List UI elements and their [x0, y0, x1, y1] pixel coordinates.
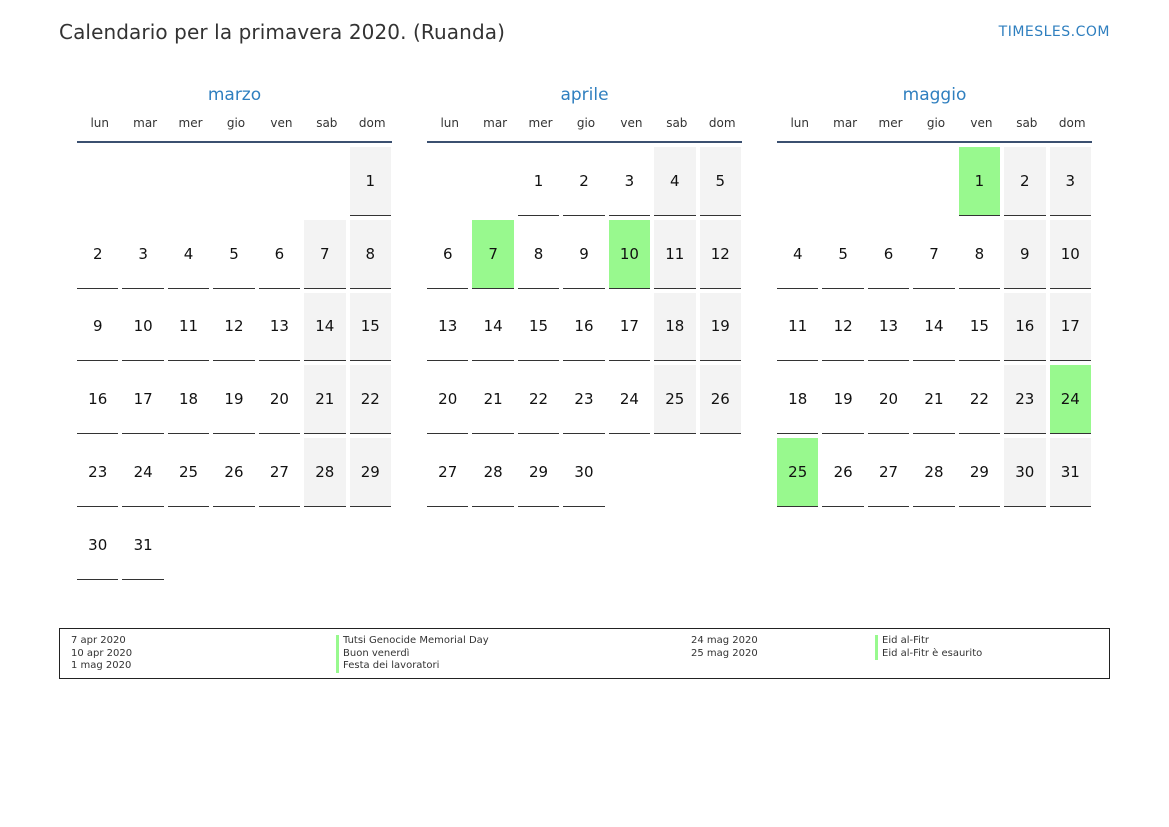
day-cell[interactable] — [168, 220, 213, 293]
weekday-label: dom — [708, 116, 736, 130]
day-number: 15 — [350, 293, 391, 362]
day-cell[interactable] — [213, 293, 258, 366]
site-link[interactable]: TIMESLES.COM — [998, 24, 1110, 40]
legend-names-left — [336, 635, 489, 673]
day-cell[interactable] — [609, 365, 654, 438]
empty-cell — [427, 147, 472, 220]
day-cell[interactable] — [959, 220, 1004, 293]
day-number: 7 — [472, 220, 513, 289]
month-april — [427, 83, 742, 511]
day-grid — [777, 147, 1092, 511]
day-number: 24 — [609, 365, 650, 434]
day-number: 4 — [777, 220, 818, 289]
day-number: 12 — [213, 293, 254, 362]
day-number: 14 — [913, 293, 954, 362]
day-number: 25 — [654, 365, 695, 434]
day-cell[interactable] — [350, 438, 395, 511]
day-number: 23 — [563, 365, 604, 434]
day-cell[interactable] — [304, 438, 349, 511]
day-cell[interactable] — [1004, 293, 1049, 366]
day-cell[interactable] — [1004, 438, 1049, 511]
day-cell[interactable] — [472, 365, 517, 438]
legend-date: 25 mag 2020 — [691, 647, 758, 659]
day-cell[interactable] — [822, 438, 867, 511]
day-number: 26 — [700, 365, 741, 434]
day-number: 8 — [518, 220, 559, 289]
day-number: 3 — [122, 220, 163, 289]
day-number: 30 — [563, 438, 604, 507]
day-cell[interactable] — [654, 365, 699, 438]
day-cell[interactable] — [259, 365, 304, 438]
empty-cell — [77, 147, 122, 220]
day-cell[interactable] — [77, 511, 122, 584]
legend-dates-right — [691, 635, 758, 660]
day-cell[interactable] — [868, 220, 913, 293]
day-cell[interactable] — [259, 220, 304, 293]
day-number: 28 — [913, 438, 954, 507]
day-cell[interactable] — [959, 365, 1004, 438]
day-number: 10 — [609, 220, 650, 289]
day-cell[interactable] — [959, 293, 1004, 366]
day-cell[interactable] — [350, 365, 395, 438]
holiday-day-cell[interactable] — [959, 147, 1004, 220]
day-number: 17 — [122, 365, 163, 434]
holiday-day-cell[interactable] — [609, 220, 654, 293]
month-name: maggio — [902, 85, 967, 105]
day-cell[interactable] — [1050, 293, 1095, 366]
day-number: 9 — [1004, 220, 1045, 289]
day-cell[interactable] — [259, 438, 304, 511]
day-number: 29 — [518, 438, 559, 507]
day-cell[interactable] — [563, 365, 608, 438]
weekday-label: mar — [133, 116, 158, 130]
day-number: 2 — [77, 220, 118, 289]
day-cell[interactable] — [868, 438, 913, 511]
day-number: 21 — [472, 365, 513, 434]
day-cell[interactable] — [1050, 220, 1095, 293]
empty-cell — [168, 147, 213, 220]
weekday-label: ven — [270, 116, 293, 130]
weekday-label: mer — [528, 116, 553, 130]
holiday-day-cell[interactable] — [777, 438, 822, 511]
day-number: 22 — [959, 365, 1000, 434]
day-number: 6 — [868, 220, 909, 289]
month-name: aprile — [560, 85, 609, 105]
weekday-label: ven — [620, 116, 643, 130]
legend-holiday-name: Festa dei lavoratori — [336, 660, 489, 673]
day-cell[interactable] — [427, 438, 472, 511]
day-cell[interactable] — [122, 511, 167, 584]
day-number: 1 — [959, 147, 1000, 216]
day-cell[interactable] — [77, 293, 122, 366]
empty-cell — [213, 147, 258, 220]
weekday-label: dom — [358, 116, 386, 130]
day-number: 29 — [350, 438, 391, 507]
empty-cell — [868, 147, 913, 220]
day-cell[interactable] — [427, 220, 472, 293]
day-number: 29 — [959, 438, 1000, 507]
day-cell[interactable] — [700, 147, 745, 220]
day-cell[interactable] — [472, 293, 517, 366]
day-cell[interactable] — [913, 220, 958, 293]
day-cell[interactable] — [122, 365, 167, 438]
day-number: 13 — [427, 293, 468, 362]
day-cell[interactable] — [700, 293, 745, 366]
day-cell[interactable] — [213, 365, 258, 438]
weekday-label: gio — [226, 116, 246, 130]
weekday-label: gio — [576, 116, 596, 130]
day-grid — [427, 147, 742, 511]
day-number: 8 — [350, 220, 391, 289]
month-may — [777, 83, 1092, 511]
day-cell[interactable] — [868, 365, 913, 438]
day-number: 12 — [700, 220, 741, 289]
day-cell[interactable] — [609, 293, 654, 366]
holiday-day-cell[interactable] — [472, 220, 517, 293]
day-number: 21 — [913, 365, 954, 434]
legend-names-right — [875, 635, 982, 660]
weekday-label: sab — [1016, 116, 1038, 130]
day-number: 1 — [350, 147, 391, 216]
day-number: 3 — [1050, 147, 1091, 216]
day-cell[interactable] — [1050, 438, 1095, 511]
day-cell[interactable] — [777, 365, 822, 438]
day-number: 23 — [77, 438, 118, 507]
day-number: 19 — [213, 365, 254, 434]
day-number: 9 — [77, 293, 118, 362]
day-number: 25 — [168, 438, 209, 507]
day-cell[interactable] — [777, 293, 822, 366]
day-number: 24 — [122, 438, 163, 507]
day-number: 5 — [822, 220, 863, 289]
legend-date: 10 apr 2020 — [71, 647, 133, 659]
day-number: 31 — [122, 511, 163, 580]
day-number: 31 — [1050, 438, 1091, 507]
legend-date: 1 mag 2020 — [71, 660, 132, 671]
day-number: 20 — [427, 365, 468, 434]
day-number: 17 — [609, 293, 650, 362]
day-cell[interactable] — [518, 147, 563, 220]
day-cell[interactable] — [654, 293, 699, 366]
day-number: 11 — [777, 293, 818, 362]
weekday-header — [777, 115, 1092, 143]
day-number: 4 — [654, 147, 695, 216]
day-number: 20 — [868, 365, 909, 434]
holiday-day-cell[interactable] — [1050, 365, 1095, 438]
day-number: 20 — [259, 365, 300, 434]
day-number: 3 — [609, 147, 650, 216]
weekday-header — [77, 115, 392, 143]
day-cell[interactable] — [913, 293, 958, 366]
day-number: 2 — [1004, 147, 1045, 216]
weekday-label: mer — [878, 116, 903, 130]
day-cell[interactable] — [122, 293, 167, 366]
day-number: 24 — [1050, 365, 1091, 434]
day-number: 9 — [563, 220, 604, 289]
day-cell[interactable] — [700, 365, 745, 438]
weekday-label: ven — [970, 116, 993, 130]
day-number: 27 — [427, 438, 468, 507]
day-number: 28 — [304, 438, 345, 507]
day-number: 7 — [913, 220, 954, 289]
day-cell[interactable] — [77, 438, 122, 511]
day-cell[interactable] — [959, 438, 1004, 511]
empty-cell — [822, 147, 867, 220]
day-cell[interactable] — [777, 220, 822, 293]
day-number: 2 — [563, 147, 604, 216]
day-cell[interactable] — [304, 293, 349, 366]
month-march — [77, 83, 392, 584]
day-cell[interactable] — [427, 365, 472, 438]
empty-cell — [913, 147, 958, 220]
weekday-label: lun — [790, 116, 809, 130]
day-cell[interactable] — [213, 220, 258, 293]
day-number: 4 — [168, 220, 209, 289]
day-number: 16 — [77, 365, 118, 434]
day-cell[interactable] — [518, 365, 563, 438]
day-number: 26 — [822, 438, 863, 507]
day-cell[interactable] — [259, 293, 304, 366]
day-cell[interactable] — [654, 147, 699, 220]
empty-cell — [122, 147, 167, 220]
month-name: marzo — [207, 85, 262, 105]
day-cell[interactable] — [518, 220, 563, 293]
weekday-label: mar — [833, 116, 858, 130]
day-number: 8 — [959, 220, 1000, 289]
day-number: 19 — [700, 293, 741, 362]
day-cell[interactable] — [1004, 365, 1049, 438]
day-cell[interactable] — [822, 293, 867, 366]
page-title: Calendario per la primavera 2020. (Ruanda) — [59, 20, 505, 44]
day-cell[interactable] — [168, 293, 213, 366]
day-number: 18 — [654, 293, 695, 362]
day-number: 6 — [427, 220, 468, 289]
day-cell[interactable] — [609, 147, 654, 220]
empty-cell — [304, 147, 349, 220]
day-cell[interactable] — [350, 147, 395, 220]
day-number: 10 — [1050, 220, 1091, 289]
day-number: 12 — [822, 293, 863, 362]
weekday-label: gio — [926, 116, 946, 130]
day-number: 5 — [213, 220, 254, 289]
day-number: 28 — [472, 438, 513, 507]
day-number: 30 — [1004, 438, 1045, 507]
day-number: 22 — [350, 365, 391, 434]
legend-date: 24 mag 2020 — [691, 635, 758, 646]
day-cell[interactable] — [1050, 147, 1095, 220]
day-number: 5 — [700, 147, 741, 216]
day-cell[interactable] — [913, 438, 958, 511]
day-number: 15 — [959, 293, 1000, 362]
day-cell[interactable] — [868, 293, 913, 366]
day-number: 27 — [259, 438, 300, 507]
day-cell[interactable] — [563, 220, 608, 293]
day-cell[interactable] — [350, 293, 395, 366]
day-number: 10 — [122, 293, 163, 362]
weekday-label: mer — [178, 116, 203, 130]
weekday-label: mar — [483, 116, 508, 130]
weekday-label: lun — [440, 116, 459, 130]
day-number: 11 — [654, 220, 695, 289]
day-cell[interactable] — [122, 438, 167, 511]
day-cell[interactable] — [822, 220, 867, 293]
legend-holiday-name: Tutsi Genocide Memorial Day — [336, 635, 489, 648]
day-number: 27 — [868, 438, 909, 507]
day-number: 16 — [563, 293, 604, 362]
day-cell[interactable] — [563, 147, 608, 220]
day-cell[interactable] — [700, 220, 745, 293]
day-number: 1 — [518, 147, 559, 216]
legend-holiday-name: Eid al-Fitr è esaurito — [875, 648, 982, 661]
legend-date: 7 apr 2020 — [71, 635, 126, 646]
day-cell[interactable] — [913, 365, 958, 438]
day-number: 18 — [777, 365, 818, 434]
day-cell[interactable] — [518, 438, 563, 511]
empty-cell — [259, 147, 304, 220]
day-number: 16 — [1004, 293, 1045, 362]
day-cell[interactable] — [563, 293, 608, 366]
day-number: 6 — [259, 220, 300, 289]
day-number: 15 — [518, 293, 559, 362]
day-cell[interactable] — [822, 365, 867, 438]
day-cell[interactable] — [563, 438, 608, 511]
weekday-label: dom — [1058, 116, 1086, 130]
legend-holiday-name: Buon venerdì — [336, 648, 489, 661]
day-number: 26 — [213, 438, 254, 507]
day-number: 17 — [1050, 293, 1091, 362]
empty-cell — [472, 147, 517, 220]
day-cell[interactable] — [654, 220, 699, 293]
empty-cell — [777, 147, 822, 220]
day-cell[interactable] — [472, 438, 517, 511]
day-number: 7 — [304, 220, 345, 289]
day-cell[interactable] — [77, 220, 122, 293]
day-cell[interactable] — [213, 438, 258, 511]
day-number: 13 — [259, 293, 300, 362]
day-grid — [77, 147, 392, 584]
weekday-header — [427, 115, 742, 143]
day-cell[interactable] — [427, 293, 472, 366]
weekday-label: sab — [316, 116, 338, 130]
day-number: 23 — [1004, 365, 1045, 434]
day-cell[interactable] — [304, 220, 349, 293]
day-number: 25 — [777, 438, 818, 507]
holiday-legend — [59, 628, 1110, 679]
day-cell[interactable] — [350, 220, 395, 293]
day-number: 14 — [304, 293, 345, 362]
day-number: 30 — [77, 511, 118, 580]
day-cell[interactable] — [122, 220, 167, 293]
day-number: 18 — [168, 365, 209, 434]
day-cell[interactable] — [168, 438, 213, 511]
day-cell[interactable] — [304, 365, 349, 438]
day-number: 22 — [518, 365, 559, 434]
legend-holiday-name: Eid al-Fitr — [875, 635, 982, 648]
day-number: 21 — [304, 365, 345, 434]
weekday-label: sab — [666, 116, 688, 130]
day-cell[interactable] — [1004, 220, 1049, 293]
day-cell[interactable] — [1004, 147, 1049, 220]
weekday-label: lun — [90, 116, 109, 130]
day-cell[interactable] — [168, 365, 213, 438]
day-cell[interactable] — [518, 293, 563, 366]
legend-dates-left — [71, 635, 132, 673]
day-number: 14 — [472, 293, 513, 362]
day-cell[interactable] — [77, 365, 122, 438]
day-number: 11 — [168, 293, 209, 362]
day-number: 13 — [868, 293, 909, 362]
day-number: 19 — [822, 365, 863, 434]
